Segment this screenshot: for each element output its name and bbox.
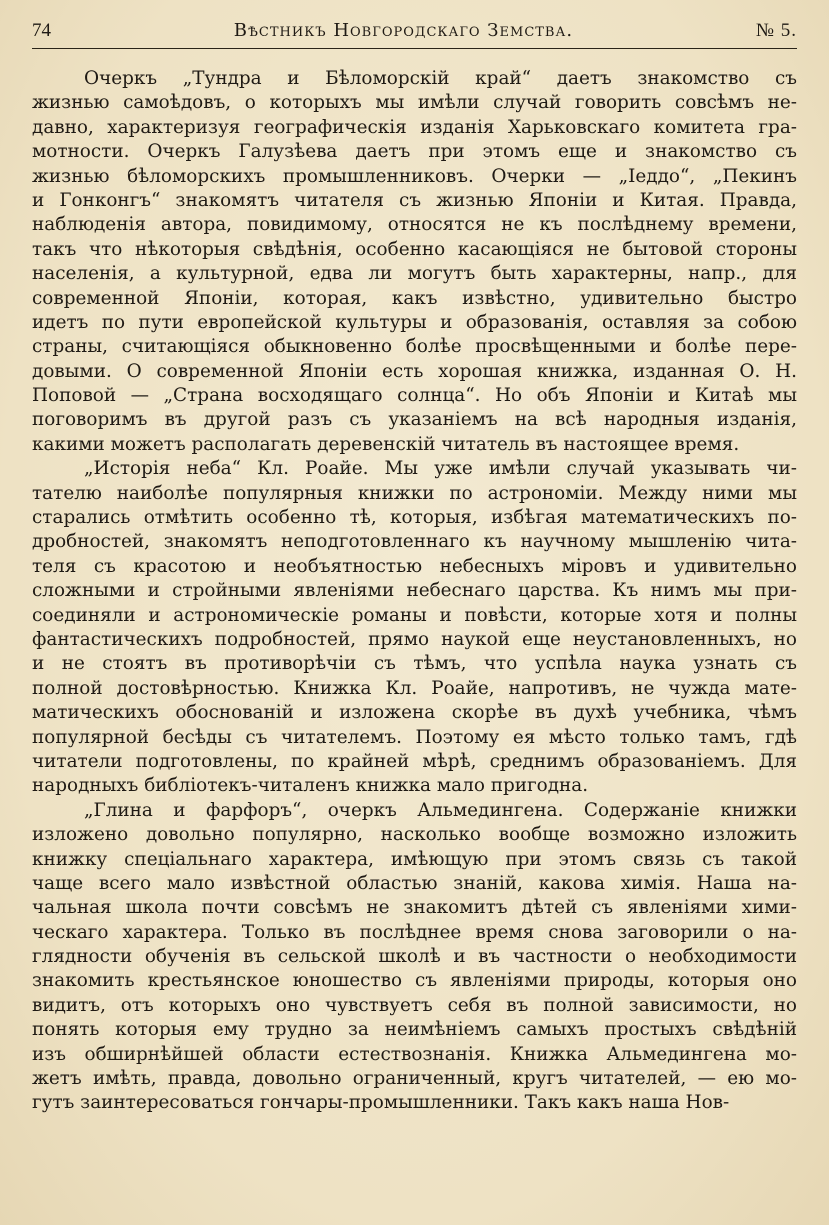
text-line: полной достовѣрностью. Книжка Кл. Роайе, напротивъ, не чужда мате- xyxy=(32,677,797,699)
text-line: видитъ, отъ которыхъ оно чувствуетъ себя въ полной зависимости, но xyxy=(32,994,797,1016)
text-line: чаще всего мало извѣстной областью знаній, какова химія. Наша на- xyxy=(32,872,797,894)
page-number: 74 xyxy=(32,20,51,41)
text-line: какими можетъ располагать деревенскій читатель въ настоящее время. xyxy=(32,433,740,455)
text-line: и Гонконгъ“ знакомятъ читателя съ жизнью Японіи и Китая. Правда, xyxy=(32,189,797,211)
text-line: чальная школа почти совсѣмъ не знакомитъ дѣтей съ явленіями хими- xyxy=(32,897,797,919)
text-line: жизнью самоѣдовъ, о которыхъ мы имѣли случай говорить совсѣмъ не- xyxy=(32,92,797,114)
text-line: тателю наиболѣе популярныя книжки по астрономіи. Между ними мы xyxy=(32,482,797,504)
text-line: соединяли и астрономическіе романы и повѣсти, которые хотя и полны xyxy=(32,604,797,626)
text-line: Поповой — „Страна восходящаго солнца“. Но объ Японіи и Китаѣ мы xyxy=(32,385,797,407)
text-line: матическихъ обоснованій и изложена скорѣе въ духѣ учебника, чѣмъ xyxy=(32,702,797,724)
text-line: такъ что нѣкоторыя свѣдѣнія, особенно касающіяся не бытовой стороны xyxy=(32,238,797,260)
text-line: старались отмѣтить особенно тѣ, которыя, избѣгая математическихъ по- xyxy=(32,507,797,529)
text-line: сложными и стройными явленіями небеснаго царства. Къ нимъ мы при- xyxy=(32,580,797,602)
text-line: жетъ имѣть, правда, довольно ограниченный, кругъ читателей, — ею мо- xyxy=(32,1068,797,1090)
article-body xyxy=(32,67,797,1116)
text-line: наблюденія автора, повидимому, относятся не къ послѣднему времени, xyxy=(32,214,797,236)
text-line: дробностей, знакомятъ неподготовленнаго къ научному мышленію чита- xyxy=(32,531,797,553)
text-line: населенія, а культурной, едва ли могутъ быть характерны, напр., для xyxy=(32,263,797,285)
text-line: читатели подготовлены, по крайней мѣрѣ, среднимъ образованіемъ. Для xyxy=(32,750,797,772)
text-line: понять которыя ему трудно за неимѣніемъ самыхъ простыхъ свѣдѣній xyxy=(32,1019,797,1041)
text-line: популярной бесѣды съ читателемъ. Поэтому ея мѣсто только тамъ, гдѣ xyxy=(32,726,797,748)
text-line: знакомить крестьянское юношество съ явленіями природы, которыя оно xyxy=(32,970,797,992)
text-line: книжку спеціальнаго характера, имѣющую при этомъ связь съ такой xyxy=(32,848,797,870)
text-line: Очеркъ „Тундра и Бѣломорскій край“ даетъ знакомство съ xyxy=(84,68,797,89)
text-line: фантастическихъ подробностей, прямо наукой еще неустановленныхъ, но xyxy=(32,628,797,650)
paragraph xyxy=(32,457,797,798)
text-line: „Глина и фарфоръ“, очеркъ Альмедингена. Содержаніе книжки xyxy=(84,799,797,821)
paragraph xyxy=(32,799,797,1116)
text-line: и не стоятъ въ противорѣчіи съ тѣмъ, что успѣла наука узнать съ xyxy=(32,653,797,675)
running-header xyxy=(32,18,797,49)
text-line: изъ обширнѣйшей области естествознанія. Книжка Альмедингена мо- xyxy=(32,1043,797,1065)
text-line: „Исторія неба“ Кл. Роайе. Мы уже имѣли случай указывать чи- xyxy=(84,458,797,480)
text-line: давно, характеризуя географическія изданія Харьковскаго комитета гра- xyxy=(32,116,797,138)
text-line: теля съ красотою и необъятностью небесныхъ міровъ и удивительно xyxy=(32,555,797,577)
text-line: гутъ заинтересоваться гончары-промышленники. Такъ какъ наша Нов- xyxy=(32,1092,730,1114)
text-line: страны, считающіяся обыкновенно болѣе просвѣщенными и болѣе пере- xyxy=(32,336,797,358)
issue-number: № 5. xyxy=(755,20,797,41)
text-line: глядности обученія въ сельской школѣ и въ частности о необходимости xyxy=(32,946,797,968)
text-line: ческаго характера. Только въ послѣднее время снова заговорили о на- xyxy=(32,921,797,943)
text-line: изложено довольно популярно, насколько вообще возможно изложить xyxy=(32,824,797,846)
text-line: жизнью бѣломорскихъ промышленниковъ. Очерки — „Іеддо“, „Пекинъ xyxy=(32,165,797,187)
text-line: мотности. Очеркъ Галузѣева даетъ при этомъ еще и знакомство съ xyxy=(32,141,797,163)
text-line: довыми. О современной Японіи есть хорошая книжка, изданная О. Н. xyxy=(32,360,797,382)
journal-title: Вѣстникъ Новгородскаго Земства. xyxy=(233,20,574,41)
text-line: поговоримъ въ другой разъ съ указаніемъ на всѣ народныя изданія, xyxy=(32,409,797,431)
text-line: народныхъ библіотекъ-читаленъ книжка мало пригодна. xyxy=(32,775,589,797)
text-line: современной Японіи, которая, какъ извѣстно, удивительно быстро xyxy=(32,287,797,309)
paragraph xyxy=(32,67,797,457)
text-line: идетъ по пути европейской культуры и образованія, оставляя за собою xyxy=(32,311,797,333)
